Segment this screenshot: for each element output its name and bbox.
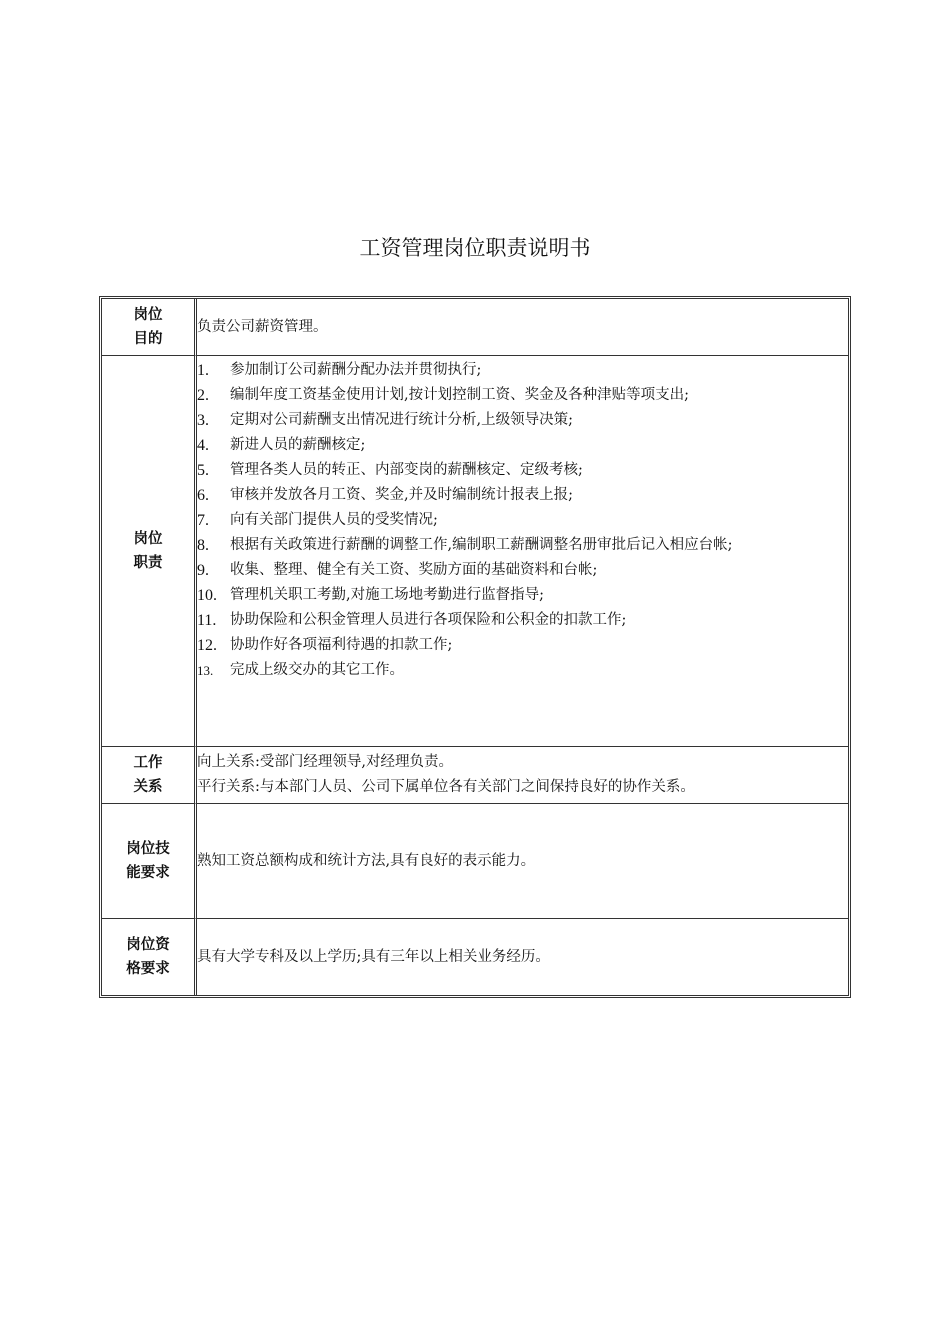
list-item-text: 定期对公司薪酬支出情况进行统计分析,上级领导决策;: [230, 412, 573, 428]
qualifications-row: [102, 918, 848, 995]
list-item-number: 12.: [197, 637, 217, 654]
list-item-text: 根据有关政策进行薪酬的调整工作,编制职工薪酬调整名册审批后记入相应台帐;: [230, 537, 733, 553]
qualifications-label-line1: 岗位资: [126, 937, 170, 953]
skills-label-line1: 岗位技: [126, 841, 170, 857]
purpose-label: [102, 299, 197, 355]
duties-label-line1: 岗位: [133, 531, 163, 547]
list-item: [197, 533, 848, 558]
purpose-label-line1: 岗位: [133, 307, 163, 323]
qualifications-label-line2: 格要求: [126, 961, 170, 977]
list-item-text: 完成上级交办的其它工作。: [230, 662, 404, 678]
list-item-number: 3.: [197, 412, 209, 429]
relations-row: [102, 746, 848, 803]
list-item-text: 管理各类人员的转正、内部变岗的薪酬核定、定级考核;: [230, 462, 583, 478]
list-item-text: 协助保险和公积金管理人员进行各项保险和公积金的扣款工作;: [230, 612, 627, 628]
relations-content: [197, 746, 848, 803]
list-item-number: 4.: [197, 437, 209, 454]
list-item: [197, 633, 848, 658]
list-item-number: 9.: [197, 562, 209, 579]
list-item-text: 参加制订公司薪酬分配办法并贯彻执行;: [230, 362, 482, 378]
list-item-number: 10.: [197, 587, 217, 604]
list-item: [197, 458, 848, 483]
list-item: [197, 408, 848, 433]
list-item-number: 8.: [197, 537, 209, 554]
duties-label-line2: 职责: [133, 555, 163, 571]
list-item-number: 11.: [197, 612, 217, 629]
duties-row: [102, 355, 848, 746]
list-item: [197, 483, 848, 508]
list-item-number: 1.: [197, 362, 209, 379]
duties-list: [197, 358, 848, 683]
list-item-number: 5.: [197, 462, 209, 479]
list-item: [197, 558, 848, 583]
skills-label: [102, 803, 197, 918]
list-item-number: 7.: [197, 512, 209, 529]
skills-text: 熟知工资总额构成和统计方法,具有良好的表示能力。: [197, 803, 848, 918]
list-item-number: 6.: [197, 487, 209, 504]
list-item-text: 收集、整理、健全有关工资、奖励方面的基础资料和台帐;: [230, 562, 598, 578]
list-item: [197, 433, 848, 458]
purpose-row: [102, 299, 848, 355]
list-item-text: 审核并发放各月工资、奖金,并及时编制统计报表上报;: [230, 487, 573, 503]
document-title: 工资管理岗位职责说明书: [359, 236, 591, 260]
relations-label-line1: 工作: [133, 755, 163, 771]
list-item: [197, 383, 848, 408]
list-item: [197, 358, 848, 383]
purpose-text: 负责公司薪资管理。: [197, 318, 328, 335]
list-item: [197, 508, 848, 533]
qualifications-label: [102, 918, 197, 995]
relations-label-line2: 关系: [133, 779, 163, 795]
job-description-table: [99, 296, 851, 998]
duties-label: [102, 355, 197, 746]
list-item: [197, 583, 848, 608]
upward-relation-text: 向上关系:受部门经理领导,对经理负责。: [197, 754, 453, 770]
list-item-text: 编制年度工资基金使用计划,按计划控制工资、奖金及各种津贴等项支出;: [230, 387, 689, 403]
list-item-text: 新进人员的薪酬核定;: [230, 437, 366, 453]
purpose-label-line2: 目的: [133, 331, 163, 347]
relations-label: [102, 746, 197, 803]
list-item: [197, 658, 848, 683]
list-item-number: 2.: [197, 387, 209, 404]
qualifications-text: 具有大学专科及以上学历;具有三年以上相关业务经历。: [197, 918, 848, 995]
skills-row: [102, 803, 848, 918]
parallel-relation-text: 平行关系:与本部门人员、公司下属单位各有关部门之间保持良好的协作关系。: [197, 779, 695, 795]
duties-content: [197, 355, 848, 746]
list-item-text: 协助作好各项福利待遇的扣款工作;: [230, 637, 453, 653]
skills-label-line2: 能要求: [126, 865, 170, 881]
list-item-number: 13.: [197, 663, 214, 678]
list-item: [197, 608, 848, 633]
list-item-text: 管理机关职工考勤,对施工场地考勤进行监督指导;: [230, 587, 544, 603]
list-item-text: 向有关部门提供人员的受奖情况;: [230, 512, 438, 528]
